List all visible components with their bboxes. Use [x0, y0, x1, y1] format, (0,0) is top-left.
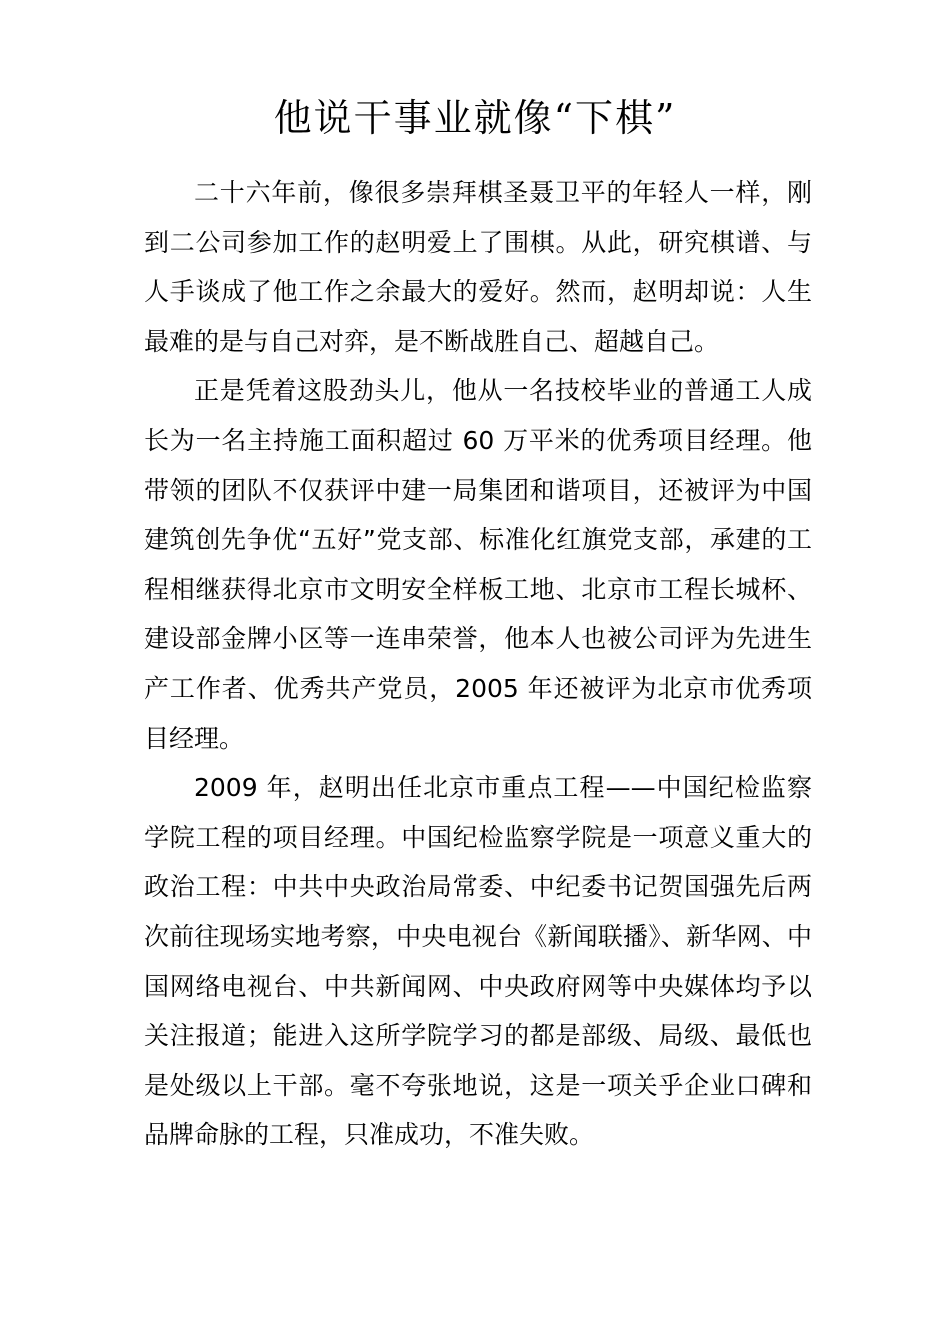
document-body — [144, 168, 812, 1160]
paragraph-2: 正是凭着这股劲头儿，他从一名技校毕业的普通工人成长为一名主持施工面积超过 60 万平米的优秀项目经理。他带领的团队不仅获评中建一局集团和谐项目，还被评为中国建筑创先争优“五好”党支部、标准化红旗党支部，承建的工程相继获得北京市文明安全样板工地、北京市工程长城杯、建设部金牌小区等一连串荣誉，他本人也被公司评为先进生产工作者、优秀共产党员，2005 年还被评为北京市优秀项目经理。 — [144, 376, 812, 753]
paragraph-1: 二十六年前，像很多崇拜棋圣聂卫平的年轻人一样，刚到二公司参加工作的赵明爱上了围棋。从此，研究棋谱、与人手谈成了他工作之余最大的爱好。然而，赵明却说：人生最难的是与自己对弈，是不断战胜自己、超越自己。 — [144, 178, 812, 356]
paragraph-3: 2009 年，赵明出任北京市重点工程——中国纪检监察学院工程的项目经理。中国纪检监察学院是一项意义重大的政治工程：中共中央政治局常委、中纪委书记贺国强先后两次前往现场实地考察，中央电视台《新闻联播》、新华网、中国网络电视台、中共新闻网、中央政府网等中央媒体均予以关注报道；能进入这所学院学习的都是部级、局级、最低也是处级以上干部。毫不夸张地说，这是一项关乎企业口碑和品牌命脉的工程，只准成功，不准失败。 — [144, 773, 812, 1150]
document-title: 他说干事业就像“下棋” — [273, 96, 677, 140]
